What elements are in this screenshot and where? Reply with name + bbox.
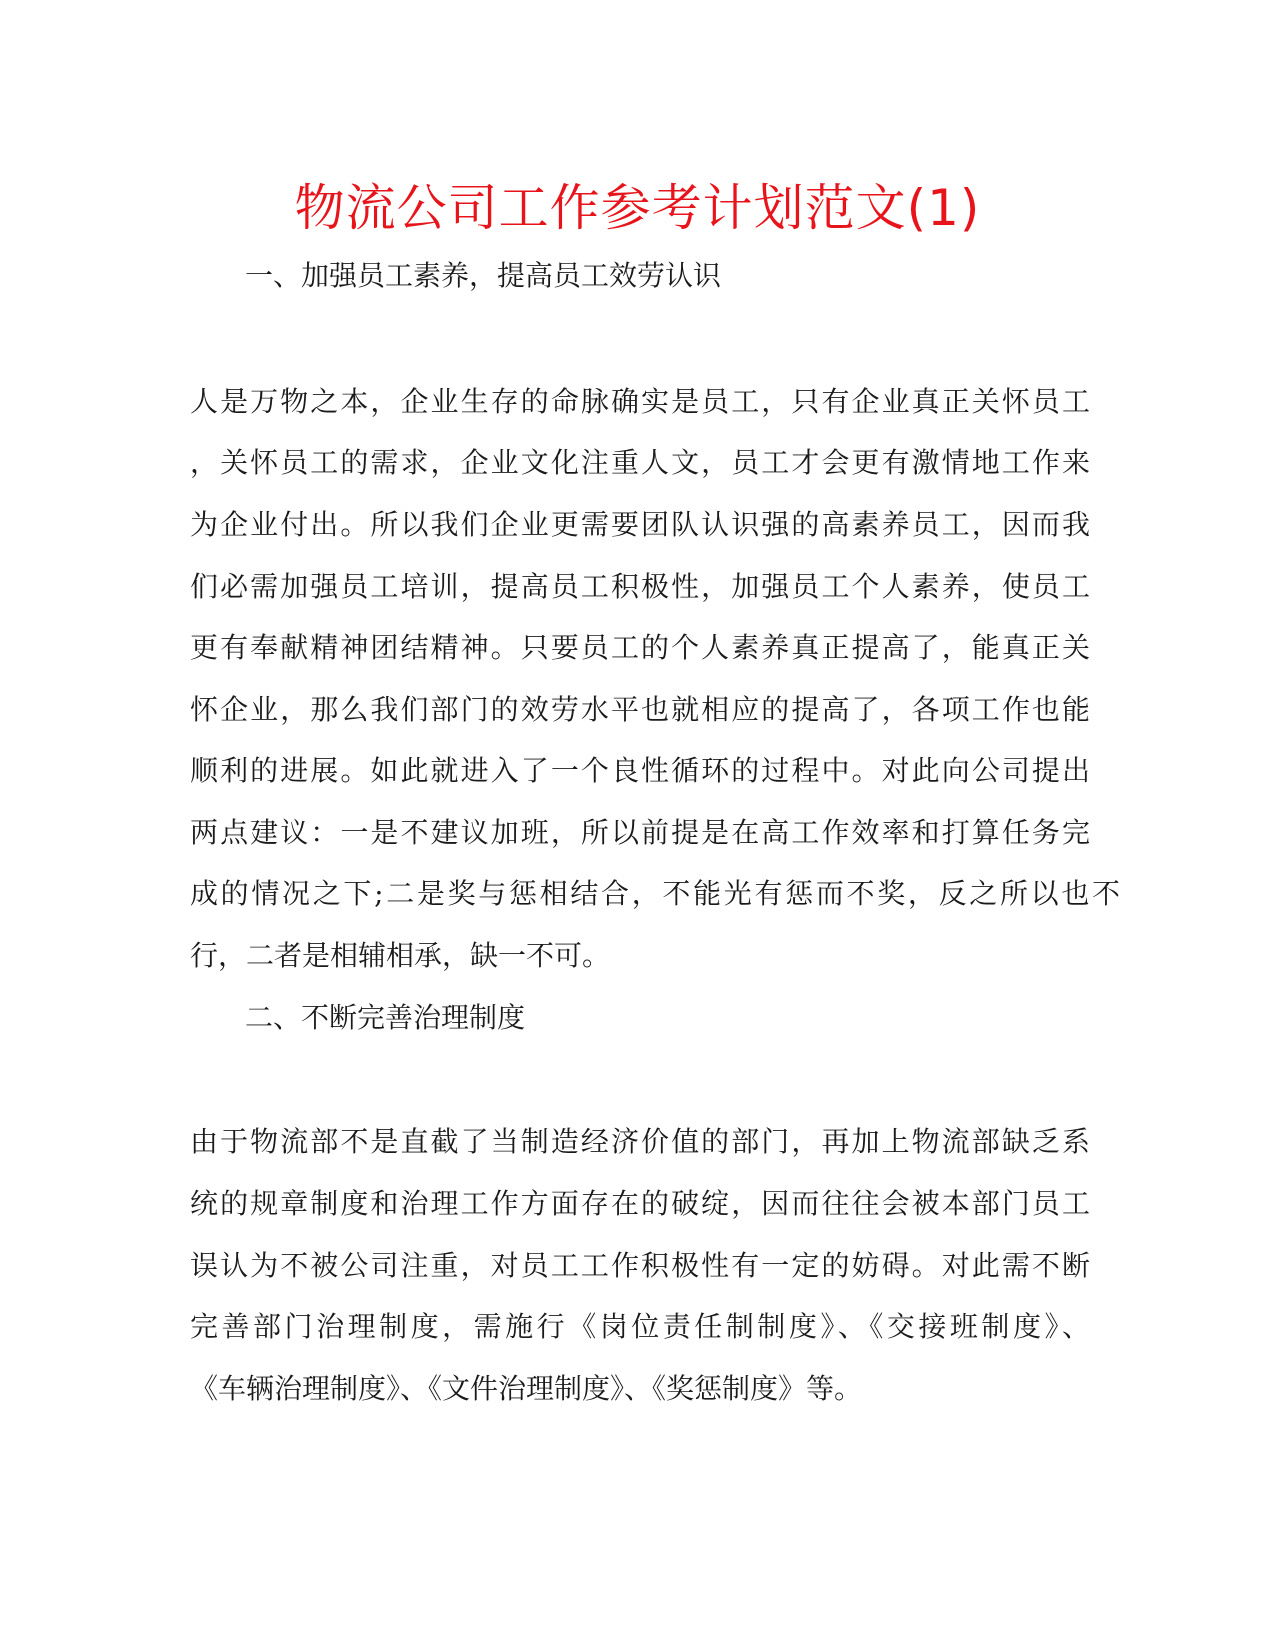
paragraph-line: 《车辆治理制度》、《文件治理制度》、《奖惩制度》等。 (190, 1372, 863, 1405)
paragraph-line: 为企业付出。所以我们企业更需要团队认识强的高素养员工，因而我 (190, 508, 1090, 541)
paragraph-line: 误认为不被公司注重，对员工工作积极性有一定的妨碍。对此需不断 (190, 1249, 1090, 1282)
section-heading-2: 二、不断完善治理制度 (245, 1001, 526, 1034)
paragraph-line: 们必需加强员工培训，提高员工积极性，加强员工个人素养，使员工 (190, 570, 1090, 603)
paragraph-line: ，关怀员工的需求，企业文化注重人文，员工才会更有激情地工作来 (190, 446, 1090, 479)
paragraph-line: 怀企业，那么我们部门的效劳水平也就相应的提高了，各项工作也能 (190, 693, 1090, 726)
paragraph-line: 更有奉献精神团结精神。只要员工的个人素养真正提高了，能真正关 (190, 631, 1090, 664)
section-heading-1: 一、加强员工素养，提高员工效劳认识 (245, 259, 722, 292)
page-title: 物流公司工作参考计划范文(1) (294, 179, 981, 237)
paragraph-line: 两点建议：一是不建议加班，所以前提是在高工作效率和打算任务完 (190, 816, 1090, 849)
paragraph-line: 由于物流部不是直截了当制造经济价值的部门，再加上物流部缺乏系 (190, 1125, 1090, 1158)
paragraph-line: 成的情况之下;二是奖与惩相结合，不能光有惩而不奖，反之所以也不 (190, 877, 1120, 910)
paragraph-line: 完善部门治理制度，需施行《岗位责任制制度》、《交接班制度》、 (190, 1310, 1090, 1343)
paragraph-line: 人是万物之本，企业生存的命脉确实是员工，只有企业真正关怀员工 (190, 385, 1090, 418)
paragraph-line: 行，二者是相辅相承，缺一不可。 (190, 939, 611, 972)
paragraph-line: 顺利的进展。如此就进入了一个良性循环的过程中。对此向公司提出 (190, 754, 1090, 787)
paragraph-line: 统的规章制度和治理工作方面存在的破绽，因而往往会被本部门员工 (190, 1187, 1090, 1220)
